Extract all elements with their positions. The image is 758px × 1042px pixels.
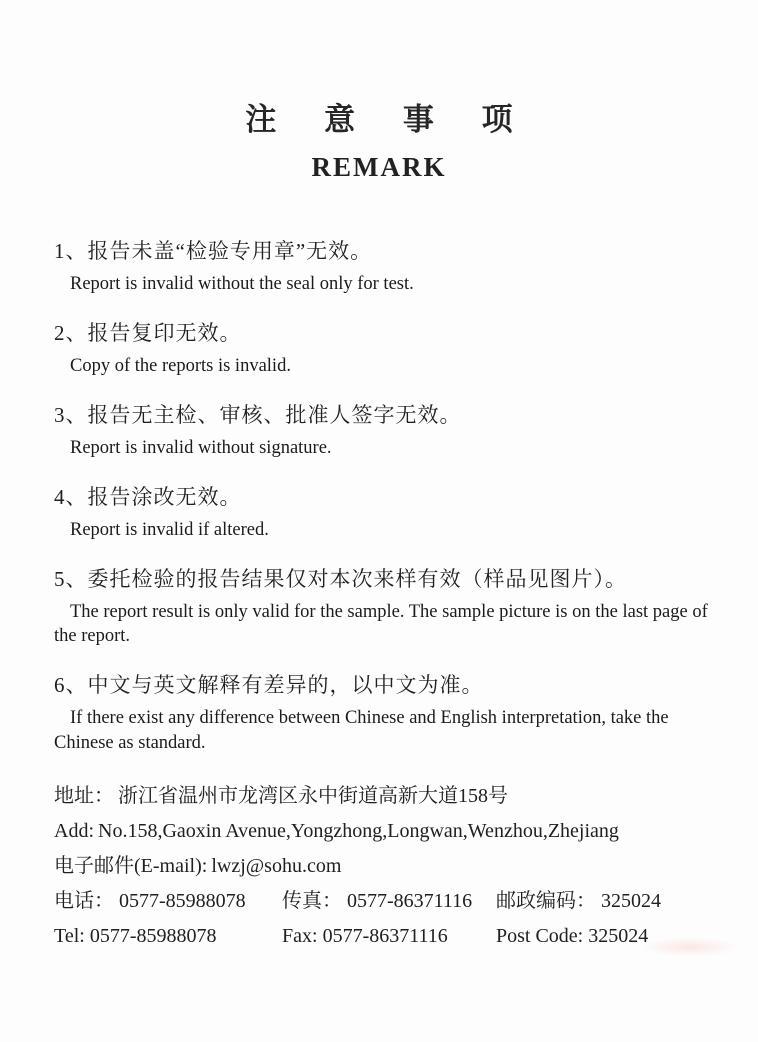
page-title-chinese: 注 意 事 项	[245, 102, 533, 137]
postcode-chinese	[496, 888, 718, 915]
remarks-list	[0, 239, 758, 755]
fax-label-english: Fax:	[282, 924, 318, 947]
address-line-chinese	[54, 783, 718, 810]
remark-5-chinese: 5、委托检验的报告结果仅对本次来样有效（样品见图片）。	[54, 567, 627, 592]
remark-item-4	[54, 485, 716, 542]
remark-4-chinese: 4、报告涂改无效。	[54, 485, 242, 510]
remark-5-english: The report result is only valid for the sample. The sample picture is on the last page of the report.	[54, 601, 708, 647]
remark-item-1	[54, 239, 716, 296]
tel-label-chinese: 电话：	[54, 889, 114, 912]
contact-block	[0, 783, 758, 950]
title-block	[0, 94, 758, 183]
fax-chinese	[282, 888, 496, 915]
address-label-chinese: 地址：	[54, 784, 114, 807]
address-value-chinese: 浙江省温州市龙湾区永中街道高新大道158号	[118, 784, 508, 807]
postcode-value-chinese: 325024	[601, 889, 661, 912]
page-title-english: REMARK	[311, 152, 447, 182]
tel-value-english: 0577-85988078	[89, 924, 217, 947]
remark-item-5	[54, 567, 716, 648]
remark-6-chinese: 6、中文与英文解释有差异的，以中文为准。	[54, 673, 484, 698]
fax-label-chinese: 传真：	[282, 889, 342, 912]
email-value: lwzj@sohu.com	[211, 854, 342, 877]
fax-english	[282, 923, 496, 950]
postcode-english	[496, 923, 718, 950]
email-line	[54, 853, 718, 880]
phone-row-chinese	[54, 888, 718, 915]
remark-1-english: Report is invalid without the seal only for test.	[70, 273, 414, 294]
postcode-label-chinese: 邮政编码：	[496, 889, 596, 912]
remark-3-chinese: 3、报告无主检、审核、批准人签字无效。	[54, 403, 462, 428]
tel-label-english: Tel:	[54, 924, 85, 947]
remark-1-chinese: 1、报告未盖“检验专用章”无效。	[54, 239, 373, 263]
fax-value-chinese: 0577-86371116	[347, 889, 473, 912]
remark-item-6	[54, 673, 716, 754]
postcode-label-english: Post Code:	[496, 924, 584, 947]
remark-2-chinese: 2、报告复印无效。	[54, 321, 242, 346]
tel-value-chinese: 0577-85988078	[119, 889, 246, 912]
remark-2-english: Copy of the reports is invalid.	[70, 355, 291, 376]
address-label-english: Add:	[54, 819, 94, 842]
remark-6-english: If there exist any difference between Chinese and English interpretation, take the Chinese as standard.	[54, 708, 669, 753]
address-line-english	[54, 818, 718, 845]
fax-value-english: 0577-86371116	[322, 924, 448, 947]
remark-4-english: Report is invalid if altered.	[70, 519, 269, 540]
address-value-english: No.158,Gaoxin Avenue,Yongzhong,Longwan,Wenzhou,Zhejiang	[98, 819, 619, 842]
email-label: 电子邮件(E-mail):	[54, 854, 208, 877]
phone-row-english	[54, 923, 718, 950]
remark-item-3	[54, 403, 716, 460]
tel-chinese	[54, 888, 282, 915]
remark-3-english: Report is invalid without signature.	[70, 437, 332, 458]
postcode-value-english: 325024	[588, 924, 649, 947]
remark-item-2	[54, 321, 716, 378]
tel-english	[54, 923, 282, 950]
